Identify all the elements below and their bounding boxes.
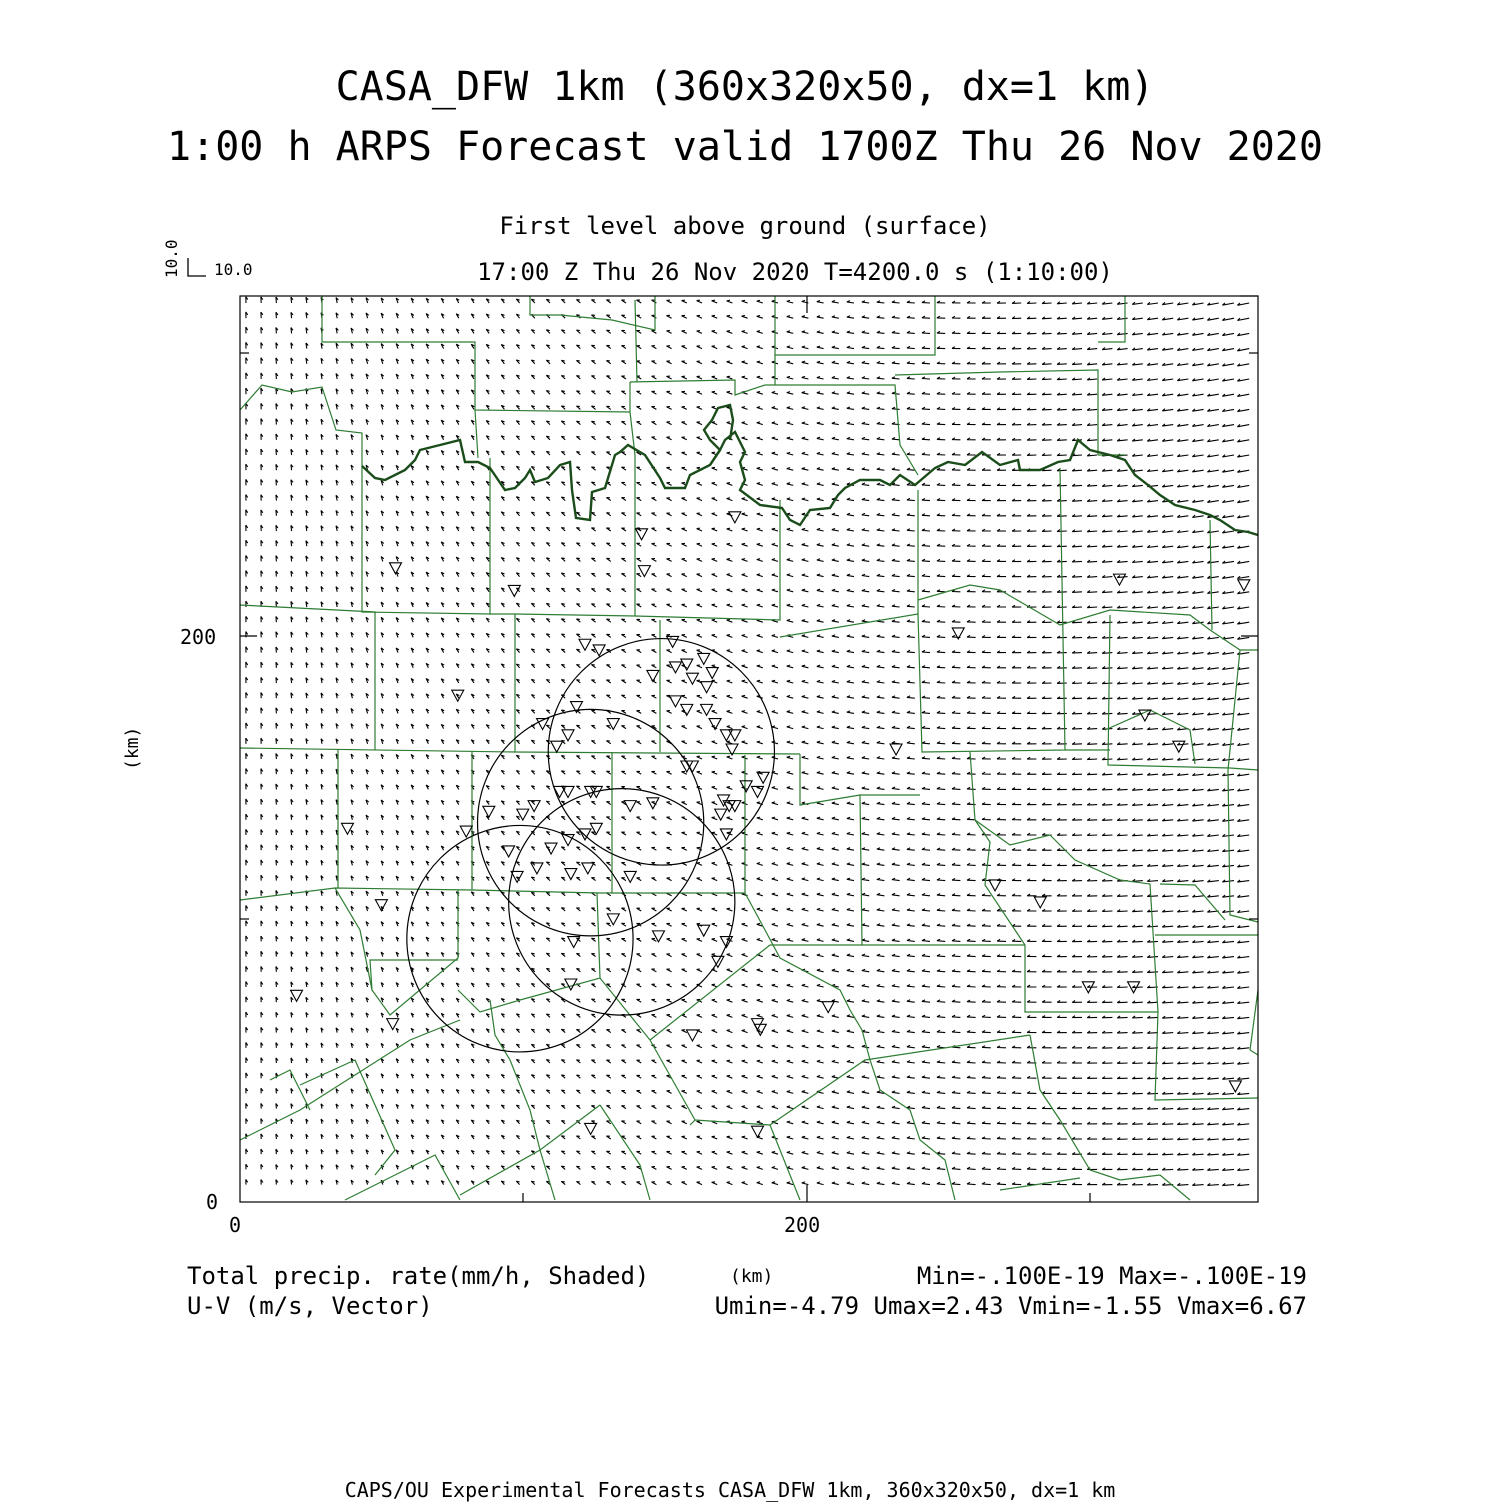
- station-marker: [1173, 741, 1185, 752]
- plot-frame: [240, 296, 1258, 1202]
- field1-label: Total precip. rate(mm/h, Shaded): [187, 1262, 650, 1290]
- station-marker: [720, 730, 732, 741]
- station-marker: [387, 1019, 399, 1030]
- station-marker: [375, 900, 387, 911]
- y-tick-200: 200: [180, 625, 217, 649]
- time-label: 17:00 Z Thu 26 Nov 2020 T=4200.0 s (1:10:00): [477, 258, 1113, 286]
- station-marker: [667, 636, 679, 647]
- station-marker: [551, 741, 563, 752]
- station-marker: [701, 682, 713, 693]
- vector-key-u-label: 10.0: [214, 260, 253, 279]
- station-marker: [585, 1123, 597, 1134]
- station-marker: [579, 639, 591, 650]
- y-tick-0: 0: [206, 1190, 219, 1214]
- station-marker: [989, 880, 1001, 891]
- station-marker: [890, 744, 902, 755]
- station-marker: [1229, 1081, 1241, 1092]
- field1-stats: Min=-.100E-19 Max=-.100E-19: [916, 1262, 1307, 1290]
- station-marker: [636, 529, 648, 540]
- radar-coverage-rings: [407, 639, 775, 1052]
- station-marker: [460, 826, 472, 837]
- station-marker: [562, 730, 574, 741]
- station-marker: [483, 806, 495, 817]
- station-marker: [729, 730, 741, 741]
- state-border: [362, 405, 1258, 535]
- x-axis-unit: (km): [730, 1266, 774, 1287]
- station-marker: [531, 863, 543, 874]
- wind-vectors: [246, 297, 1249, 1186]
- station-marker: [1034, 897, 1046, 908]
- station-marker: [706, 668, 718, 679]
- station-marker: [698, 925, 710, 936]
- station-marker: [686, 1030, 698, 1041]
- station-marker: [681, 704, 693, 715]
- radar-ring-1: [548, 639, 774, 866]
- x-tick-200: 200: [784, 1213, 821, 1237]
- level-label: First level above ground (surface): [499, 212, 991, 240]
- station-marker: [698, 653, 710, 664]
- station-marker: [701, 704, 713, 715]
- station-marker: [638, 566, 650, 577]
- station-marker: [822, 1002, 834, 1013]
- station-marker: [740, 781, 752, 792]
- station-marker: [624, 871, 636, 882]
- radar-ring-3: [509, 789, 735, 1016]
- station-marker: [757, 772, 769, 783]
- title-line-1: CASA_DFW 1km (360x320x50, dx=1 km): [335, 64, 1155, 110]
- station-marker: [582, 863, 594, 874]
- station-marker: [754, 1024, 766, 1035]
- vector-key-arrow: [188, 258, 206, 276]
- station-marker: [686, 673, 698, 684]
- station-marker: [1238, 580, 1250, 591]
- station-marker: [647, 798, 659, 809]
- title-line-2: 1:00 h ARPS Forecast valid 1700Z Thu 26 Nov 2020: [167, 124, 1323, 170]
- axis-ticks: [240, 296, 1258, 1202]
- station-marker: [681, 659, 693, 670]
- vector-key-v-label: 10.0: [162, 239, 181, 278]
- y-axis-unit: (km): [122, 726, 143, 770]
- station-marker: [751, 1126, 763, 1137]
- credit-line: CAPS/OU Experimental Forecasts CASA_DFW 1km, 360x320x50, dx=1 km: [344, 1478, 1116, 1502]
- station-marker: [624, 801, 636, 812]
- station-marker: [390, 563, 402, 574]
- station-marker: [715, 809, 727, 820]
- station-marker: [565, 869, 577, 880]
- county-boundaries: [240, 296, 1258, 1200]
- x-tick-0: 0: [229, 1213, 242, 1237]
- wind-vector-field: [246, 297, 1249, 1186]
- station-marker: [729, 512, 741, 523]
- observation-stations: [291, 512, 1250, 1137]
- field2-stats: Umin=-4.79 Umax=2.43 Vmin=-1.55 Vmax=6.67: [714, 1292, 1307, 1320]
- station-marker: [545, 843, 557, 854]
- field2-label: U-V (m/s, Vector): [187, 1292, 433, 1320]
